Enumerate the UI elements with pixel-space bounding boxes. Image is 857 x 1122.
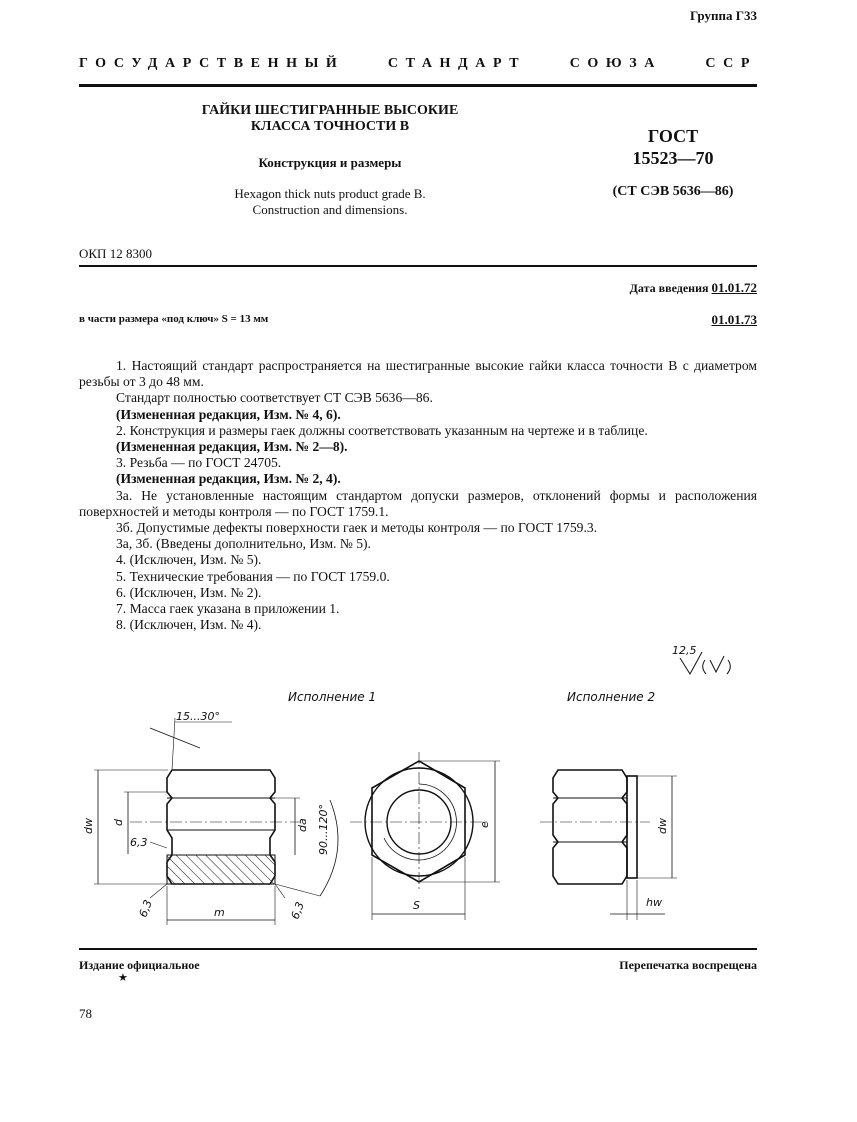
banner-word-1: ГОСУДАРСТВЕННЫЙ xyxy=(79,56,345,71)
part-date-label: в части размера «под ключ» S = 13 мм xyxy=(79,313,269,325)
english-line-1: Hexagon thick nuts product grade B. xyxy=(234,186,426,201)
paragraph: (Измененная редакция, Изм. № 2—8). xyxy=(116,439,348,455)
gost-number-block xyxy=(578,125,768,169)
dim-hw: hw xyxy=(646,896,662,909)
roughness-value: 12,5 xyxy=(672,644,697,657)
paragraph: (Измененная редакция, Изм. № 2, 4). xyxy=(116,471,341,487)
star-icon: ★ xyxy=(118,972,128,984)
technical-drawing xyxy=(0,630,857,950)
dim-m: m xyxy=(214,906,225,919)
banner-word-2: СТАНДАРТ xyxy=(387,56,527,71)
okp-code: ОКП 12 8300 xyxy=(79,246,152,261)
intro-date xyxy=(630,280,757,296)
dim-e: e xyxy=(478,821,491,828)
group-code: Группа Г33 xyxy=(689,8,757,23)
paragraph: 3. Резьба — по ГОСТ 24705. xyxy=(116,455,282,471)
roughness-left: 6,3 xyxy=(136,898,155,920)
paragraph: Стандарт полностью соответствует СТ СЭВ 5636—86. xyxy=(116,390,433,406)
footer-rule xyxy=(79,948,757,950)
title-line-2: КЛАССА ТОЧНОСТИ В xyxy=(250,119,410,134)
banner-word-3: СОЮЗА xyxy=(569,56,662,71)
body-text xyxy=(79,358,757,633)
paragraph: (Измененная редакция, Изм. № 4, 6). xyxy=(116,406,341,422)
paragraph: 8. (Исключен, Изм. № 4). xyxy=(116,617,262,633)
page-number: 78 xyxy=(79,1006,92,1021)
title-line-1: ГАЙКИ ШЕСТИГРАННЫЕ ВЫСОКИЕ xyxy=(201,103,459,118)
thread-hatch xyxy=(167,855,275,884)
english-title xyxy=(170,186,490,218)
dim-da: da xyxy=(296,818,309,832)
header-rule xyxy=(79,84,757,87)
dim-chamfer-angle: 15...30° xyxy=(176,710,220,723)
document-subtitle: Конструкция и размеры xyxy=(258,155,402,170)
paragraph: 5. Технические требования — по ГОСТ 1759.0. xyxy=(116,568,390,584)
dim-s: S xyxy=(413,899,420,912)
dim-d: d xyxy=(112,819,125,826)
part-date-value: 01.01.73 xyxy=(711,312,757,327)
reprint-notice: Перепечатка воспрещена xyxy=(619,958,757,972)
gost-number: 15523—70 xyxy=(632,148,714,168)
top-view-hexagon xyxy=(350,752,500,920)
roughness-right: 6,3 xyxy=(288,900,307,922)
paragraph: 6. (Исключен, Изм. № 2). xyxy=(116,584,262,600)
dim-dw-1: dw xyxy=(82,818,95,834)
paragraph: 4. (Исключен, Изм. № 5). xyxy=(116,552,262,568)
okp-rule xyxy=(79,265,757,267)
dim-cone-angle: 90...120° xyxy=(317,804,330,855)
paragraph: 3а, 3б. (Введены дополнительно, Изм. № 5). xyxy=(116,536,371,552)
execution-2-label: Исполнение 2 xyxy=(567,690,656,704)
paragraph: 3а. Не установленные настоящим стандартом допуски размеров, отклонений формы и расположения поверхностей и методы контроля — по ГОСТ 1759.1. xyxy=(79,487,757,519)
intro-date-label: Дата введения xyxy=(629,281,709,295)
execution-1-label: Исполнение 1 xyxy=(288,690,377,704)
sev-reference: (СТ СЭВ 5636—86) xyxy=(612,184,734,199)
document-title xyxy=(170,103,490,135)
roughness-thread: 6,3 xyxy=(130,836,148,849)
dim-dw-2: dw xyxy=(656,818,669,834)
intro-date-value: 01.01.72 xyxy=(711,280,757,295)
paragraph: 7. Масса гаек указана в приложении 1. xyxy=(116,601,340,617)
gost-label: ГОСТ xyxy=(647,126,699,146)
standard-banner xyxy=(79,56,757,72)
paragraph: 2. Конструкция и размеры гаек должны соответствовать указанным на чертеже и в таблице. xyxy=(116,422,648,438)
english-line-2: Construction and dimensions. xyxy=(252,202,408,217)
edition-label: Издание официальное xyxy=(79,958,200,972)
banner-word-4: ССР xyxy=(705,56,757,71)
paragraph: 3б. Допустимые дефекты поверхности гаек и методы контроля — по ГОСТ 1759.3. xyxy=(116,520,598,536)
paragraph: 1. Настоящий стандарт распространяется на шестигранные высокие гайки класса точности В с диаметром резьбы от 3 до 48 мм. xyxy=(79,358,757,390)
